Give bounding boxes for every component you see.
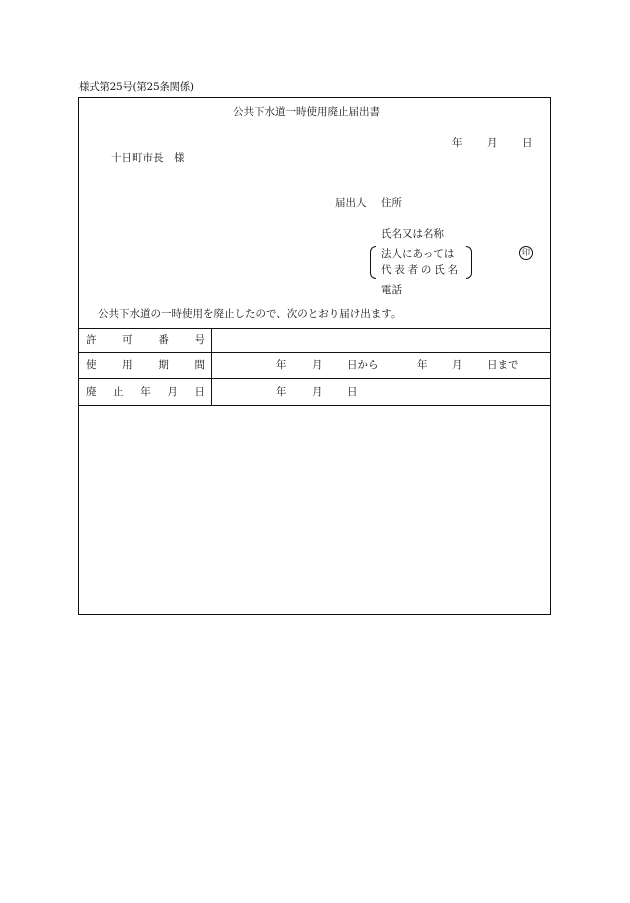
name-label: 氏名又は名称 [381, 228, 444, 240]
right-brace [466, 246, 472, 279]
left-brace [370, 246, 376, 279]
usage-to-year: 年 [417, 359, 428, 371]
permit-number-label: 許 可 番 号 [86, 334, 205, 346]
notifier-label: 届出人 [335, 197, 367, 209]
usage-from-month: 月 [312, 359, 323, 371]
usage-from-year: 年 [276, 359, 287, 371]
abolition-date-label: 廃 止 年 月 日 [86, 386, 205, 398]
form-frame [78, 97, 551, 615]
statement-text: 公共下水道の一時使用を廃止したので、次のとおり届け出ます。 [98, 308, 402, 320]
address-label: 住所 [381, 197, 402, 209]
addressee: 十日町市長 様 [111, 152, 185, 164]
label-column-divider [211, 328, 212, 405]
usage-to-month: 月 [452, 359, 463, 371]
abolition-year: 年 [276, 386, 287, 398]
corp-note-line1: 法人にあっては [381, 248, 455, 260]
abolition-month: 月 [312, 386, 323, 398]
form-title: 公共下水道一時使用廃止届出書 [233, 106, 380, 118]
usage-period-label: 使 用 期 間 [86, 359, 205, 371]
corp-note-line2: 代表者の氏名 [381, 264, 461, 276]
table-top-line [79, 328, 551, 329]
abolition-day: 日 [347, 386, 358, 398]
usage-from-day: 日から [347, 359, 379, 371]
row-divider-2 [79, 378, 551, 379]
usage-to-day: 日まで [487, 359, 519, 371]
phone-label: 電話 [381, 284, 402, 296]
date-day: 日 [522, 137, 533, 149]
form-number-label: 様式第25号(第25条関係) [79, 81, 194, 93]
date-year: 年 [452, 137, 463, 149]
table-bottom-line [79, 405, 551, 406]
date-month: 月 [487, 137, 498, 149]
row-divider-1 [79, 352, 551, 353]
seal-mark: 印 [519, 246, 533, 260]
